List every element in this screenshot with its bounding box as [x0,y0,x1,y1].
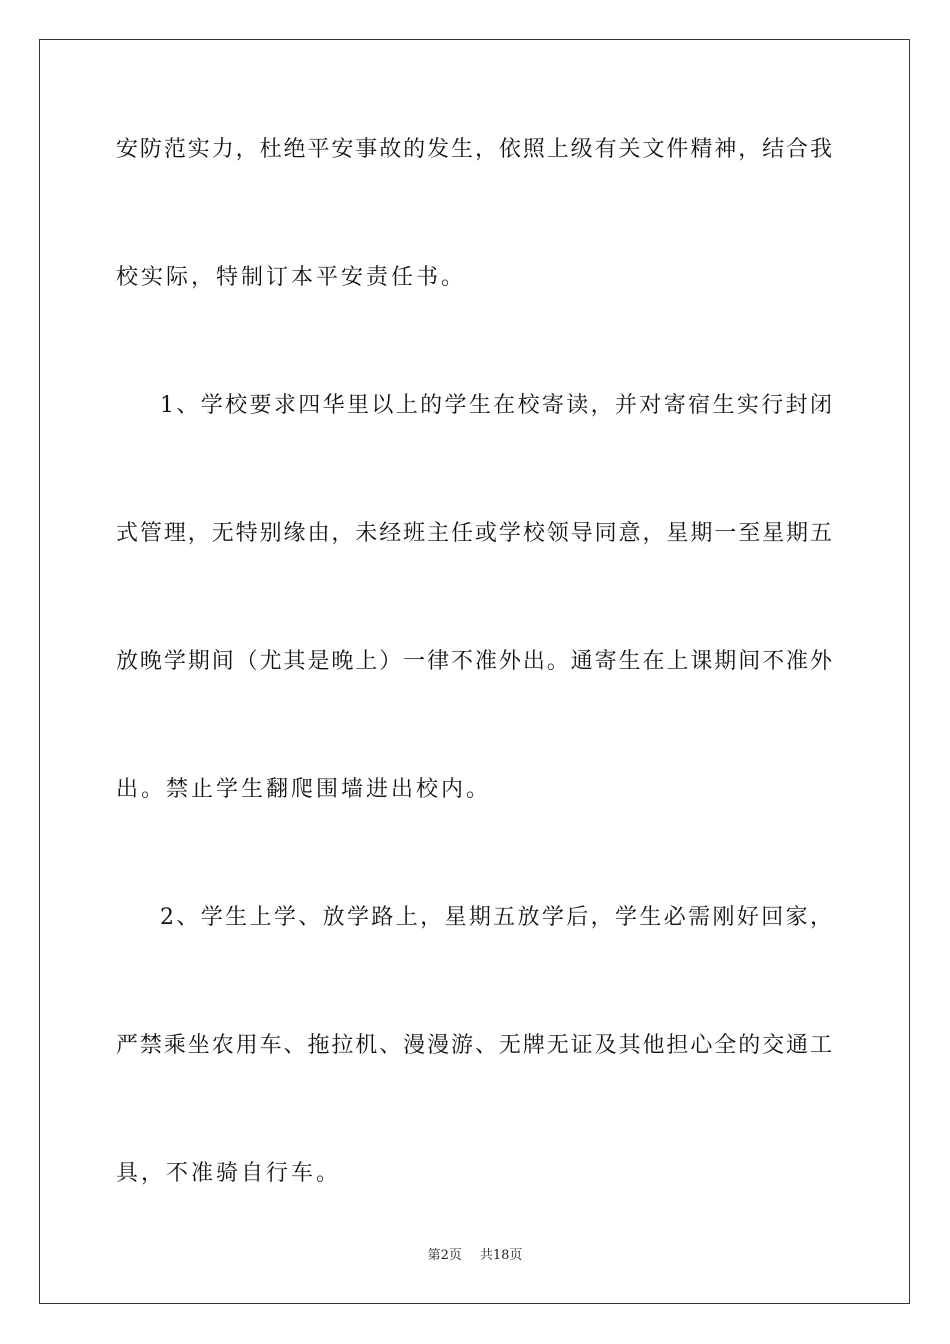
page-number: 第2页 [427,1248,462,1263]
body-line-2: 校实际，特制订本平安责任书。 [116,265,467,290]
body-line-5: 放晚学期间（尤其是晚上）一律不准外出。通寄生在上课期间不准外 [116,649,832,674]
body-line-3: 1、学校要求四华里以上的学生在校寄读，并对寄宿生实行封闭 [160,393,832,418]
page-footer [0,1247,950,1265]
body-line-7: 2、学生上学、放学路上，星期五放学后，学生必需刚好回家， [160,905,832,930]
body-line-1: 安防范实力，杜绝平安事故的发生，依照上级有关文件精神，结合我 [116,137,832,162]
body-line-4: 式管理，无特别缘由，未经班主任或学校领导同意，星期一至星期五 [116,521,832,546]
body-line-8: 严禁乘坐农用车、拖拉机、漫漫游、无牌无证及其他担心全的交通工 [116,1033,832,1058]
body-line-6: 出。禁止学生翻爬围墙进出校内。 [116,777,492,802]
page-total: 共18页 [479,1248,523,1263]
body-line-9: 具，不准骑自行车。 [116,1161,342,1186]
